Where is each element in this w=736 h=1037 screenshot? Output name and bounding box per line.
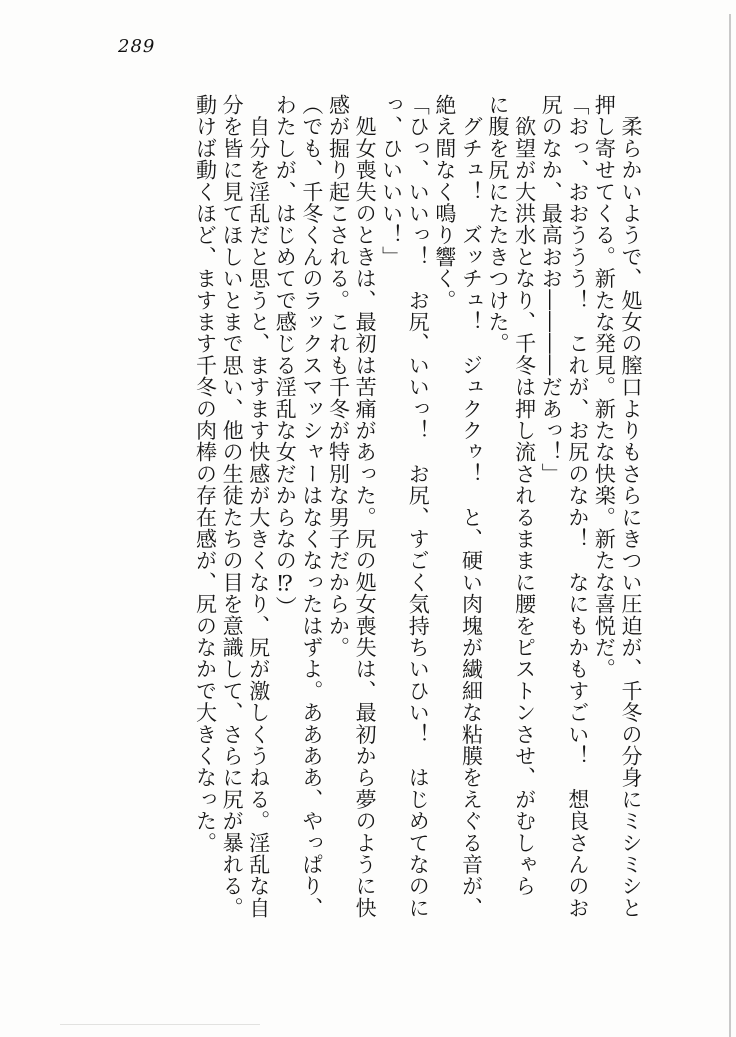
text-column: 分を皆に見てほしいとまで思い、他の生徒たちの目を意識して、さらに尻が暴れる。 bbox=[220, 94, 245, 919]
text-column: 絶え間なく鳴り響く。 bbox=[432, 94, 457, 311]
page-edge-line bbox=[729, 14, 731, 1037]
text-column: 感が掘り起こされる。これも千冬が特別な男子だからか。 bbox=[326, 94, 351, 659]
text-column: 処女喪失のときは、最初は苦痛があった。尻の処女喪失は、最初から夢のように快 bbox=[353, 94, 378, 919]
text-column: グチュ！ ズッチュ！ ジュククゥ！ と、硬い肉塊が繊細な粘膜をえぐる音が、 bbox=[459, 94, 484, 919]
vertical-text-block bbox=[192, 94, 644, 928]
text-column: 押し寄せてくる。新たな発見。新たな快楽。新たな喜悦だ。 bbox=[592, 94, 617, 680]
page-edge-shadow bbox=[60, 1024, 260, 1025]
page-number: 289 bbox=[118, 36, 156, 57]
text-column: 欲望が大洪水となり、千冬は押し流されるままに腰をピストンさせ、がむしゃら bbox=[512, 94, 537, 897]
text-column: 柔らかいようで、処女の膣口よりもさらにきつい圧迫が、千冬の分身にミシミシと bbox=[619, 94, 643, 919]
text-column: っ、ひいいい！」 bbox=[379, 94, 404, 268]
text-column: 自分を淫乱だと思うと、ますます快感が大きくなり、尻が激しくうねる。淫乱な自 bbox=[246, 94, 271, 919]
text-column: 動けば動くほど、ますます千冬の肉棒の存在感が、尻のなかで大きくなった。 bbox=[193, 94, 218, 854]
text-column: 「おっ、おおううう！ これが、お尻のなか！ なにもかもすごい！ 想良さんのお bbox=[565, 94, 590, 919]
text-column: 「ひっ、いいっ！ お尻、いいっ！ お尻、すごく気持ちいひい！ はじめてなのに bbox=[406, 94, 431, 919]
text-column: （でも、千冬くんのラックスマッシャーはなくなったはずよ。ああああ、やっぱり、 bbox=[299, 94, 324, 919]
text-column: 尻のなか、最高おお――――だあっ！」 bbox=[539, 94, 564, 485]
text-column: に腹を尻にたたきつけた。 bbox=[486, 94, 511, 355]
text-column: わたしが、はじめてで感じる淫乱な女だからなの⁉） bbox=[273, 94, 298, 618]
